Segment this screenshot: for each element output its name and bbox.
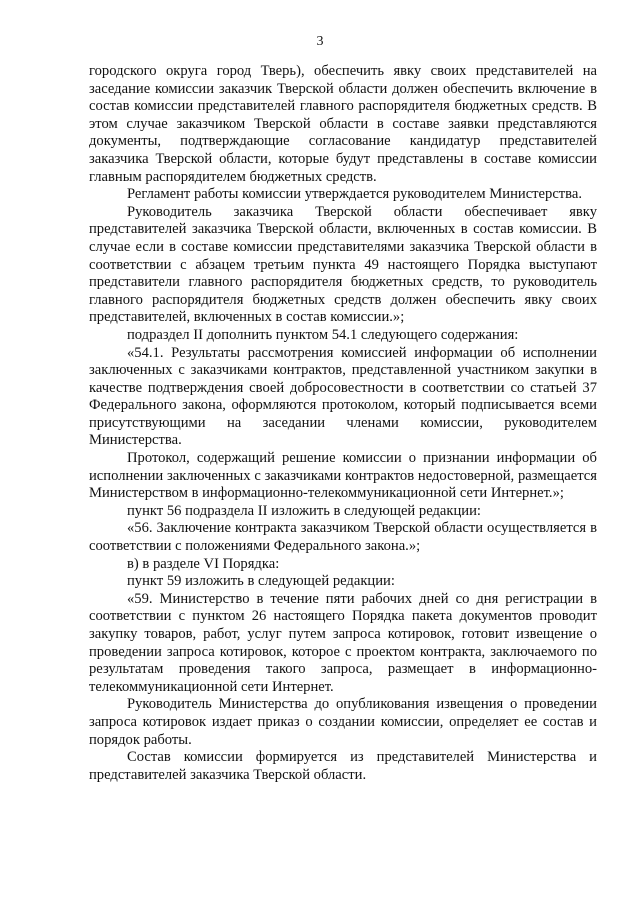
document-body [89,63,597,784]
page-number: 3 [316,34,324,49]
paragraph-section-vi: в) в разделе VI Порядка: [127,555,280,572]
paragraph-item-54-1: «54.1. Результаты рассмотрения комиссией информации об исполнении заключенных с заказчиками контрактов, представленной участником закупки в качестве подтверждения своей добросовестности в соответствии со статьей 37 Федерального закона, оформляются протоколом, который подписывается всеми присутствующими на заседании членами комиссии, руководителем Министерства. [89,344,597,449]
paragraph-customer-head: Руководитель заказчика Тверской области обеспечивает явку представителей заказчика Тверской области, включенных в состав комиссии. В случае если в составе комиссии представителями заказчика Тверской области в соответствии с абзацем третьим пункта 49 настоящего Порядка выступают представители главного распорядителя бюджетных средств, то руководитель главного распорядителя бюджетных средств должен обеспечить явку своих представителей, включенных в состав комиссии.»; [89,203,597,326]
paragraph-item-56: «56. Заключение контракта заказчиком Тверской области осуществляется в соответствии с положениями Федерального закона.»; [89,520,597,555]
paragraph-ministry-head: Руководитель Министерства до опубликования извещения о проведении запроса котировок издает приказ о создании комиссии, определяет ее состав и порядок работы. [89,696,597,748]
paragraph-protocol: Протокол, содержащий решение комиссии о признании информации об исполнении заключенных с заказчиками контрактов недостоверной, размещается Министерством в информационно-телекоммуникационной сети Интернет.»; [89,450,597,502]
paragraph-continuation: городского округа город Тверь), обеспечить явку своих представителей на заседание комиссии заказчик Тверской области должен обеспечить включение в состав комиссии представителей главного распорядителя бюджетных средств. В этом случае заказчиком Тверской области в составе заявки представляются документы, подтверждающие согласование кандидатур представителей заказчика Тверской области, которые будут представлены в составе комиссии главным распорядителем бюджетных средств. [89,63,597,185]
paragraph-amend-59: пункт 59 изложить в следующей редакции: [127,573,395,590]
paragraph-commission-composition: Состав комиссии формируется из представителей Министерства и представителей заказчика Тверской области. [89,749,597,783]
paragraph-amend-54-1: подраздел II дополнить пунктом 54.1 следующего содержания: [127,326,519,343]
paragraph-regulations: Регламент работы комиссии утверждается руководителем Министерства. [127,186,582,203]
paragraph-amend-56: пункт 56 подраздела II изложить в следующей редакции: [127,502,481,519]
paragraph-item-59: «59. Министерство в течение пяти рабочих дней со дня регистрации в соответствии с пунктом 26 настоящего Порядка пакета документов проводит закупку товаров, работ, услуг путем запроса котировок, готовит извещение о проведении запроса котировок, которое с проектом контракта, заключаемого по результатам проведения такого запроса, размещает в информационно-телекоммуникационной сети Интернет. [89,590,597,695]
